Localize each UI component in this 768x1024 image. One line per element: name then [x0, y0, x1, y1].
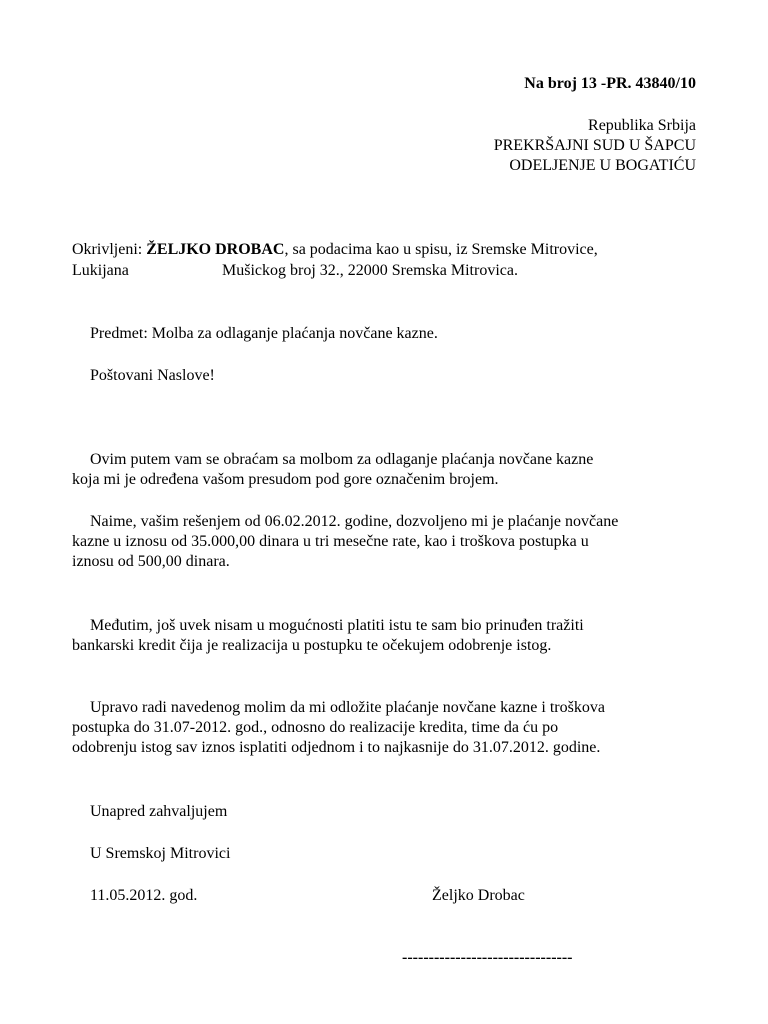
subject-line: Predmet: Molba za odlaganje plaćanja novčane kazne.: [90, 325, 438, 342]
paragraph-4-line-1: Upravo radi navedenog molim da mi odložite plaćanje novčane kazne i troškova: [90, 699, 605, 716]
paragraph-1-line-1: Ovim putem vam se obraćam sa molbom za odlaganje plaćanja novčane kazne: [90, 451, 594, 468]
paragraph-3-line-1: Međutim, još uvek nisam u mogućnosti platiti istu te sam bio prinuđen tražiti: [90, 617, 584, 634]
reference-number: Na broj 13 -PR. 43840/10: [524, 75, 696, 92]
paragraph-4-line-3: odobrenju istog sav iznos isplatiti odjednom i to najkasnije do 31.07.2012. godine.: [72, 739, 601, 756]
signature-line: --------------------------------: [402, 949, 573, 966]
addressee-line-3: ODELJENJE U BOGATIĆU: [509, 157, 696, 174]
paragraph-1: [72, 450, 712, 490]
paragraph-2-line-1: Naime, vašim rešenjem od 06.02.2012. godine, dozvoljeno mi je plaćanje novčane: [90, 513, 619, 530]
paragraph-1-line-2: koja mi je određena vašom presudom pod gore označenim brojem.: [72, 471, 499, 488]
defendant-line-2: [72, 261, 129, 281]
defendant-line-1: [72, 240, 598, 260]
paragraph-4-line-2: postupka do 31.07-2012. god., odnosno do realizacije kredita, time da ću po: [72, 719, 559, 736]
signatory-name: Željko Drobac: [432, 887, 525, 904]
paragraph-4: [72, 698, 712, 758]
salutation: Poštovani Naslove!: [90, 367, 215, 384]
paragraph-2-line-3: iznosu od 500,00 dinara.: [72, 553, 230, 570]
defendant-label: Okrivljeni:: [72, 241, 147, 258]
defendant-street: Lukijana: [72, 262, 129, 279]
closing: Unapred zahvaljujem: [90, 803, 228, 820]
paragraph-3-line-2: bankarski kredit čija je realizacija u postupku te očekujem odobrenje istog.: [72, 637, 552, 654]
addressee-line-1: Republika Srbija: [588, 117, 696, 134]
paragraph-3: [72, 616, 712, 656]
place: U Sremskoj Mitrovici: [90, 845, 231, 862]
defendant-name: ŽELJKO DROBAC: [146, 241, 285, 258]
date: 11.05.2012. god.: [90, 887, 198, 904]
defendant-address: Mušickog broj 32., 22000 Sremska Mitrovica.: [222, 262, 518, 279]
paragraph-2: [72, 512, 712, 572]
paragraph-2-line-2: kazne u iznosu od 35.000,00 dinara u tri mesečne rate, kao i troškova postupka u: [72, 533, 589, 550]
defendant-details: , sa podacima kao u spisu, iz Sremske Mitrovice,: [284, 241, 598, 258]
addressee-line-2: PREKRŠAJNI SUD U ŠAPCU: [493, 137, 696, 154]
